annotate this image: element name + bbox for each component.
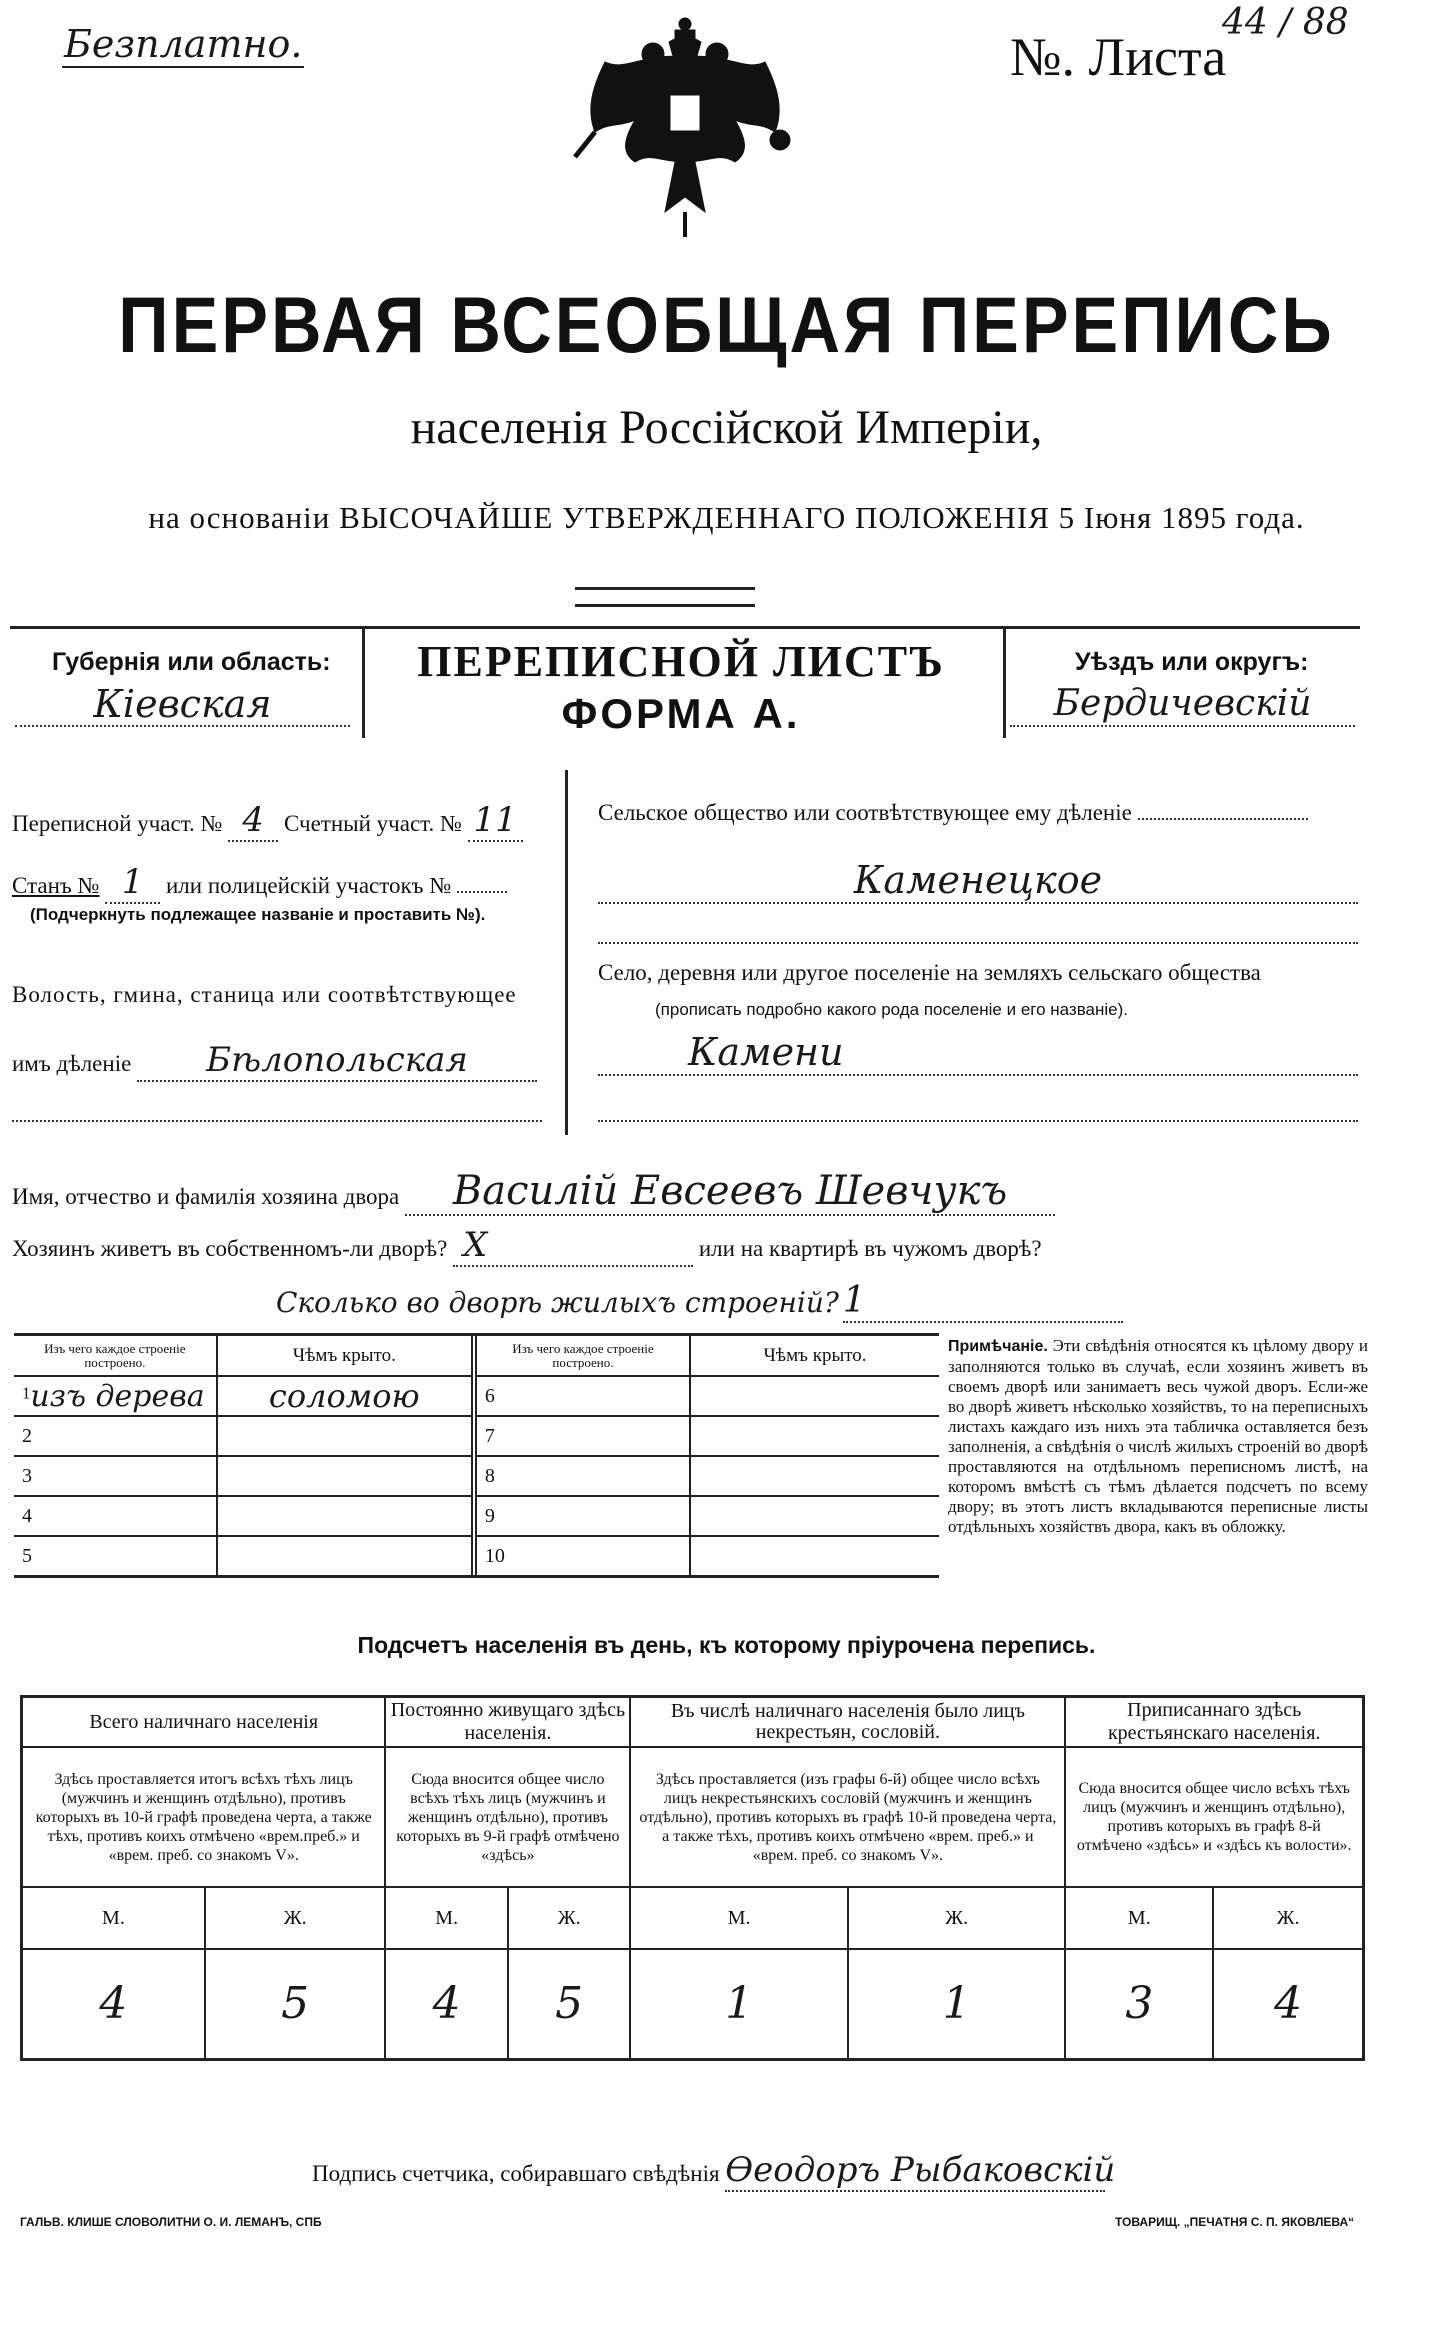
uezd-label: Уѣздъ или округъ: <box>1075 648 1309 676</box>
roof-header-2: Чѣмъ крыто. <box>690 1336 939 1376</box>
non-peasant-male-field[interactable]: 1 <box>630 1949 847 2059</box>
society-field[interactable]: Каменецкое <box>598 858 1358 904</box>
row-2-roof[interactable] <box>217 1416 474 1456</box>
guberniya-label: Губернія или область: <box>52 648 331 676</box>
total-male-field[interactable]: 4 <box>22 1949 205 2059</box>
owner-row <box>12 1168 1055 1216</box>
subtitle: населенія Россійской Имперіи, <box>410 401 1043 454</box>
col-1-desc: Здѣсь проставляется итогъ всѣхъ тѣхъ лицъ (мужчинъ и женщинъ отдѣльно), противъ которыхъ въ 10-й графѣ проведена черта, а также тѣхъ, противъ коихъ отмѣчено «врем.преб.» и «врем. преб. со знакомъ V». <box>22 1747 386 1887</box>
underline-note: (Подчеркнуть подлежащее названіе и проставить №). <box>30 905 486 924</box>
permanent-female-field[interactable]: 5 <box>508 1949 630 2059</box>
permanent-male-field[interactable]: 4 <box>385 1949 507 2059</box>
m-header: М. <box>22 1887 205 1949</box>
footer-right: ТОВАРИЩ. „ПЕЧАТНЯ С. П. ЯКОВЛЕВА“ <box>1115 2215 1355 2229</box>
population-table <box>20 1695 1365 2061</box>
row-8-roof[interactable] <box>690 1456 939 1496</box>
buildings-label: Сколько во дворѣ жилыхъ строеній? <box>276 1286 839 1319</box>
table-row <box>14 1416 939 1456</box>
sheet-number-label <box>1010 26 1226 88</box>
row-2-material[interactable]: 2 <box>14 1416 217 1456</box>
row-3-roof[interactable] <box>217 1456 474 1496</box>
uezd-field[interactable]: Бердичевскій <box>1010 683 1355 727</box>
col-4-head: Приписаннаго здѣсь крестьянскаго населенія. <box>1065 1697 1363 1748</box>
volost-label: Волость, гмина, станица или соотвѣтствующее <box>12 982 517 1007</box>
row-6-roof[interactable] <box>690 1376 939 1416</box>
district-field[interactable]: 4 <box>228 800 278 842</box>
district-label: Переписной участ. № <box>12 811 223 836</box>
row-7-roof[interactable] <box>690 1416 939 1456</box>
buildings-field[interactable]: 1 <box>843 1280 1123 1323</box>
society-trailing-line[interactable] <box>1138 818 1308 820</box>
stan-field[interactable]: 1 <box>105 862 160 904</box>
village-label-text: Село, деревня или другое поселеніе на земляхъ сельскаго общества <box>598 960 1261 985</box>
count-section-title: Подсчетъ населенія въ день, къ которому пріурочена перепись. <box>357 1632 1096 1658</box>
table-row <box>14 1496 939 1536</box>
note-title: Примѣчаніе. <box>948 1338 1048 1355</box>
col-4-desc: Сюда вносится общее число всѣхъ тѣхъ лицъ (мужчинъ и женщинъ отдѣльно), противъ которыхъ въ графѣ 8-й отмѣчено «здѣсь» и «здѣсь къ волости». <box>1065 1747 1363 1887</box>
imperial-eagle-emblem <box>565 12 805 242</box>
roof-header-1: Чѣмъ крыто. <box>217 1336 474 1376</box>
col-1-head: Всего наличнаго населенія <box>22 1697 386 1748</box>
table-row <box>14 1376 939 1416</box>
stan-label: Станъ № <box>12 873 100 898</box>
row-8-material[interactable]: 8 <box>474 1456 690 1496</box>
f-header: Ж. <box>508 1887 630 1949</box>
row-7-material[interactable]: 7 <box>474 1416 690 1456</box>
village-label <box>598 960 1261 986</box>
row-10-material[interactable]: 10 <box>474 1536 690 1575</box>
material-header-2: Изъ чего каждое строеніе построено. <box>474 1336 690 1376</box>
volost-label-2: имъ дѣленіе <box>12 1051 132 1076</box>
non-peasant-female-field[interactable]: 1 <box>848 1949 1066 2059</box>
f-header: Ж. <box>205 1887 386 1949</box>
note-block <box>948 1336 1368 1537</box>
footer-left: ГАЛЬВ. КЛИШЕ СЛОВОЛИТНИ О. И. ЛЕМАНЪ, СПБ <box>20 2215 322 2229</box>
row-9-roof[interactable] <box>690 1496 939 1536</box>
row-6-material[interactable]: 6 <box>474 1376 690 1416</box>
ornament-divider <box>575 587 755 607</box>
col-2-head: Постоянно живущаго здѣсь населенія. <box>385 1697 630 1748</box>
volost-row <box>12 1040 537 1082</box>
col-3-head: Въ числѣ наличнаго населенія было лицъ некрестьян, сословій. <box>630 1697 1065 1748</box>
volost-extra-line[interactable] <box>12 1118 542 1122</box>
m-header: М. <box>630 1887 847 1949</box>
count-label: Счетный участ. № <box>283 811 462 836</box>
m-header: М. <box>1065 1887 1213 1949</box>
society-label: Сельское общество или соотвѣтствующее ему дѣленіе <box>598 800 1132 825</box>
own-yard-field[interactable]: X <box>453 1225 693 1267</box>
registered-female-field[interactable]: 4 <box>1213 1949 1363 2059</box>
signature-row <box>312 2150 1116 2192</box>
note-text: Эти свѣдѣнія относятся къ цѣлому двору и заполняются только въ случаѣ, если хозяинъ живетъ въ своемъ дворѣ или занимаетъ весь чужой дворъ. Если-же во дворѣ живетъ нѣсколько хозяйствъ, то на переписныхъ листахъ каждаго изъ нихъ эта табличка оставляется безъ заполненія, а свѣдѣнія о числѣ жилыхъ строеній во дворѣ проставляются на отдѣльномъ переписномъ листѣ, на которомъ вмѣстѣ съ тѣмъ дѣлается подсчетъ по всему двору; въ этотъ листъ вкладываются переписные листы отдѣльныхъ хозяйствъ двора, какъ въ обложку. <box>948 1336 1368 1536</box>
table-row <box>14 1536 939 1575</box>
col-3-desc: Здѣсь проставляется (изъ графы 6-й) общее число всѣхъ лицъ некрестьянскихъ сословій (мужчинъ и женщинъ отдѣльно), противъ которыхъ въ графѣ 10-й проведена черта, а также тѣхъ, противъ коихъ отмѣчено «врем. преб.» и «врем. преб. со знакомъ V». <box>630 1747 1065 1887</box>
form-subtitle: ФОРМА А. <box>561 690 801 737</box>
signature-label: Подпись счетчика, собиравшаго свѣдѣнія <box>312 2161 720 2186</box>
buildings-table <box>14 1333 939 1578</box>
row-5-material[interactable]: 5 <box>14 1536 217 1575</box>
society-extra-line[interactable] <box>598 940 1358 944</box>
basis-line: на основаніи ВЫСОЧАЙШЕ УТВЕРЖДЕННАГО ПОЛОЖЕНІЯ 5 Іюня 1895 года. <box>148 500 1305 535</box>
own-yard-label: Хозяинъ живетъ въ собственномъ-ли дворѣ? <box>12 1236 448 1261</box>
owner-name-label: Имя, отчество и фамилія хозяина двора <box>12 1184 400 1209</box>
stan-row <box>12 862 507 904</box>
police-label: или полицейскій участокъ № <box>165 873 452 898</box>
rented-label: или на квартирѣ въ чужомъ дворѣ? <box>698 1236 1042 1261</box>
buildings-row <box>276 1280 1123 1323</box>
main-title: ПЕРВАЯ ВСЕОБЩАЯ ПЕРЕПИСЬ <box>118 281 1335 369</box>
district-row <box>12 800 523 842</box>
count-field[interactable]: 11 <box>468 800 523 842</box>
row-1-material[interactable]: $^1$изъ дерева <box>14 1376 217 1416</box>
village-note: (прописать подробно какого рода поселеніе и его названіе). <box>655 1000 1129 1019</box>
owner-name-field[interactable]: Василій Евсеевъ Шевчукъ <box>405 1168 1055 1216</box>
row-4-material[interactable]: 4 <box>14 1496 217 1536</box>
f-header: Ж. <box>1213 1887 1363 1949</box>
row-1-roof[interactable]: соломою <box>217 1376 474 1416</box>
f-header: Ж. <box>848 1887 1066 1949</box>
police-field[interactable] <box>457 891 507 893</box>
society-row <box>598 800 1308 826</box>
total-female-field[interactable]: 5 <box>205 1949 386 2059</box>
free-label: Безплатно. <box>64 22 303 66</box>
sheet-number-handwritten: 44 / 88 <box>1222 2 1349 43</box>
m-header: М. <box>385 1887 507 1949</box>
material-header-1: Изъ чего каждое строеніе построено. <box>14 1336 217 1376</box>
row-10-roof[interactable] <box>690 1536 939 1575</box>
row-5-roof[interactable] <box>217 1536 474 1575</box>
guberniya-field[interactable]: Кіевская <box>15 683 350 727</box>
column-divider <box>565 770 568 1135</box>
row-9-material[interactable]: 9 <box>474 1496 690 1536</box>
registered-male-field[interactable]: 3 <box>1065 1949 1213 2059</box>
village-field[interactable]: Камени <box>598 1030 1358 1076</box>
village-extra-line[interactable] <box>598 1118 1358 1122</box>
row-3-material[interactable]: 3 <box>14 1456 217 1496</box>
sheet-number-text: №. Листа <box>1010 27 1227 87</box>
row-4-roof[interactable] <box>217 1496 474 1536</box>
volost-field[interactable]: Бѣлопольская <box>137 1040 537 1082</box>
table-row <box>14 1456 939 1496</box>
own-yard-row <box>12 1225 1042 1267</box>
signature-field[interactable]: Ѳеодоръ Рыбаковскій <box>725 2150 1116 2190</box>
col-2-desc: Сюда вносится общее число всѣхъ тѣхъ лицъ (мужчинъ и женщинъ отдѣльно), противъ которыхъ въ 9-й графѣ отмѣчено «здѣсь» <box>385 1747 630 1887</box>
form-title: ПЕРЕПИСНОЙ ЛИСТЪ <box>417 637 945 686</box>
